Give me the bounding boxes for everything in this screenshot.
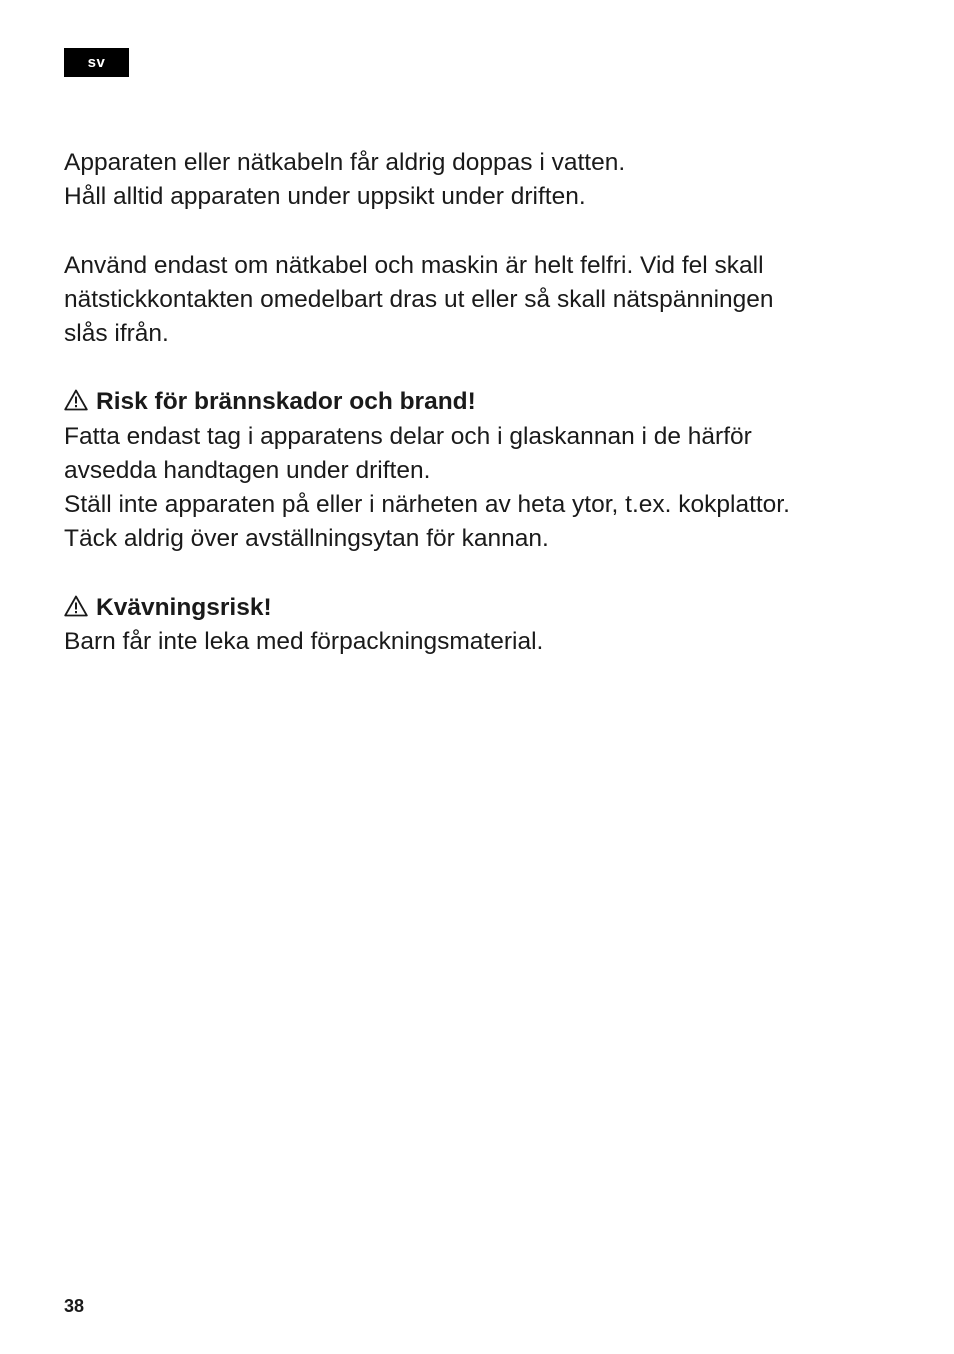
warning-triangle-icon <box>64 389 88 411</box>
warning-body-suffocation <box>64 625 894 659</box>
page-number: 38 <box>64 1296 85 1316</box>
warning-title: Risk för brännskador och brand! <box>96 388 476 416</box>
warning-triangle-icon <box>64 595 88 617</box>
text-line: nätstickkontakten omedelbart dras ut eller så skall nätspänningen <box>64 285 774 313</box>
page-content <box>64 146 894 693</box>
text-line: slås ifrån. <box>64 320 169 347</box>
warning-title: Kvävningsrisk! <box>96 593 272 621</box>
text-line: Barn får inte leka med förpackningsmaterial. <box>64 627 544 655</box>
text-line: Täck aldrig över avställningsytan för kannan. <box>64 525 549 553</box>
text-line: Ställ inte apparaten på eller i närheten av heta ytor, t.ex. kokplattor. <box>64 491 790 518</box>
language-badge: sv <box>64 48 129 77</box>
text-line: Fatta endast tag i apparatens delar och i glaskannan i de härför <box>64 422 752 450</box>
paragraph-cable-safety <box>64 249 894 352</box>
text-line: Använd endast om nätkabel och maskin är helt felfri. Vid fel skall <box>64 251 764 279</box>
warning-heading-suffocation <box>64 591 894 625</box>
text-line: Apparaten eller nätkabeln får aldrig doppas i vatten. <box>64 149 626 176</box>
text-line: Håll alltid apparaten under uppsikt under driften. <box>64 183 586 211</box>
text-line: avsedda handtagen under driften. <box>64 456 431 484</box>
paragraph-water-safety <box>64 146 894 214</box>
warning-heading-burn <box>64 385 894 419</box>
warning-body-burn <box>64 420 894 557</box>
